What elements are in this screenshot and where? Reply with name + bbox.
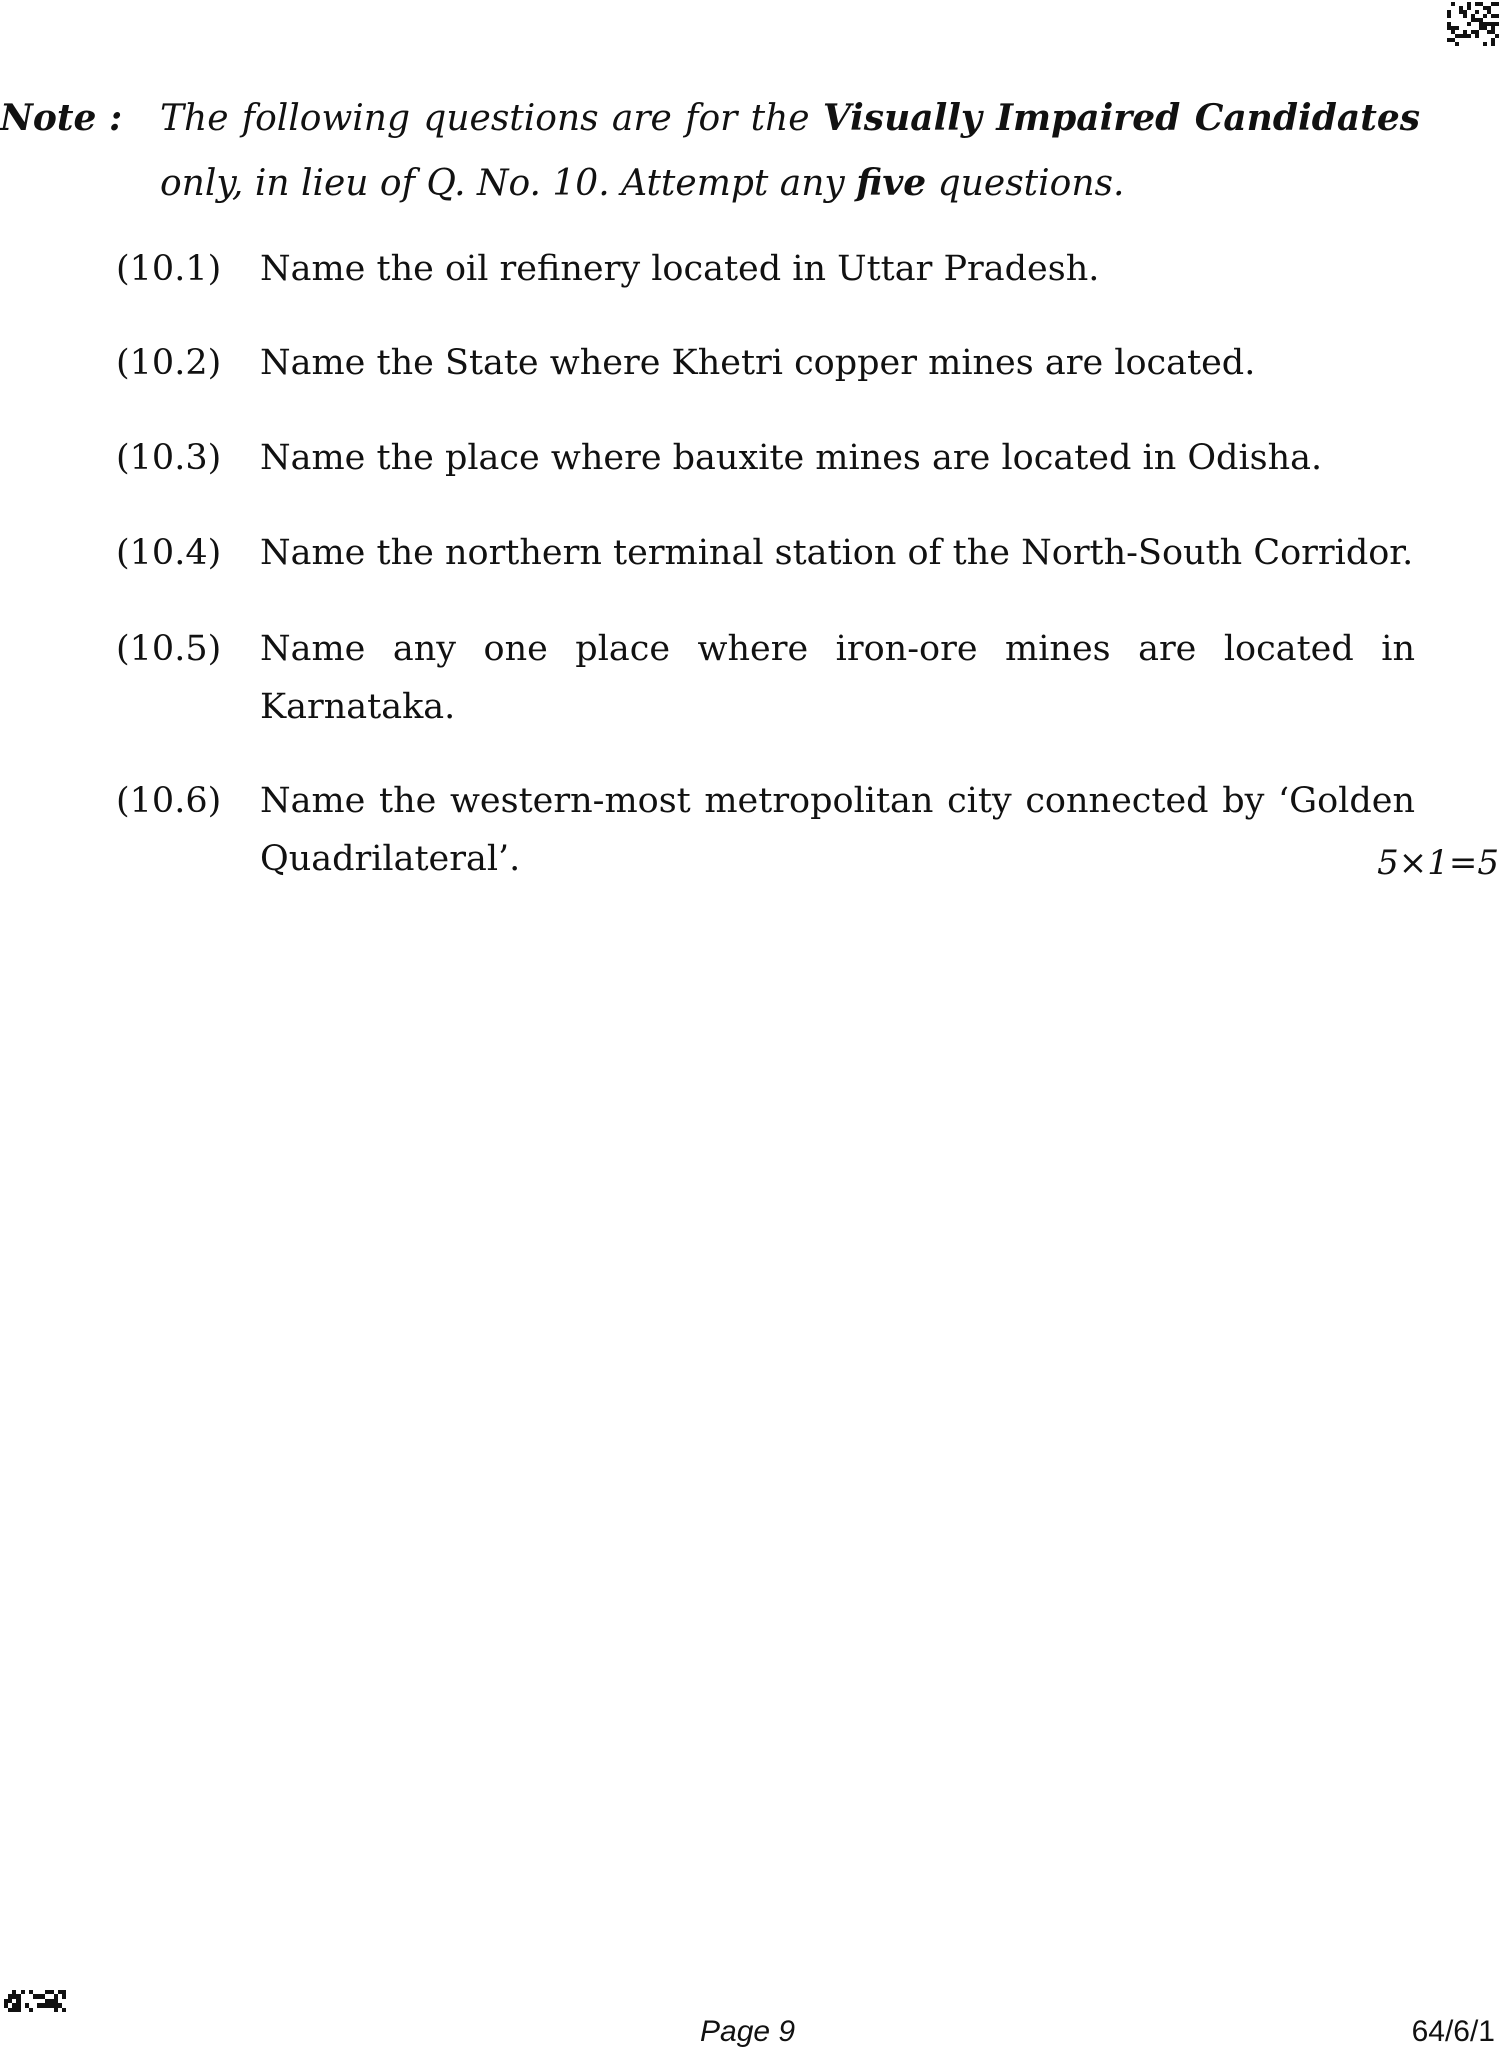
note-text-part-2: only, in lieu of Q. No. 10. Attempt any — [160, 163, 857, 204]
question-text: Name the State where Khetri copper mines are located. — [260, 343, 1256, 383]
qr-module — [1495, 42, 1499, 46]
question-number: (10.3) — [116, 438, 222, 478]
note-text — [160, 86, 1420, 216]
question-number: (10.2) — [116, 343, 222, 383]
note-label: Note : — [0, 97, 123, 139]
question-text: Name the oil refinery located in Uttar Pradesh. — [260, 249, 1100, 289]
question-text: Name any one place where iron-ore mines are located in Karnataka. — [260, 629, 1415, 727]
page-number: Page 9 — [700, 2015, 796, 2048]
note-text-part-3: questions. — [926, 163, 1125, 204]
note-bold-five: five — [856, 162, 927, 204]
question-text: Name the place where bauxite mines are located in Odisha. — [260, 438, 1323, 478]
note-text-part-1: The following questions are for the — [160, 98, 823, 139]
marks-allocation: 5×1=5 — [1377, 843, 1499, 883]
qr-code-bottom — [4, 1990, 66, 2012]
question-number: (10.6) — [116, 781, 222, 821]
question-number: (10.1) — [116, 249, 222, 289]
question-text: Name the western-most metropolitan city connected by ‘Golden Quadrilateral’. — [260, 781, 1415, 879]
qr-code-top — [1447, 2, 1499, 46]
question-number: (10.5) — [116, 629, 222, 669]
question-paper-code: 64/6/1 — [1411, 2015, 1495, 2048]
qr-module — [62, 2008, 66, 2012]
question-text: Name the northern terminal station of the North-South Corridor. — [260, 533, 1414, 573]
note-block — [0, 86, 1420, 216]
question-number: (10.4) — [116, 533, 222, 573]
note-bold-visually-impaired: Visually Impaired Candidates — [822, 97, 1420, 139]
